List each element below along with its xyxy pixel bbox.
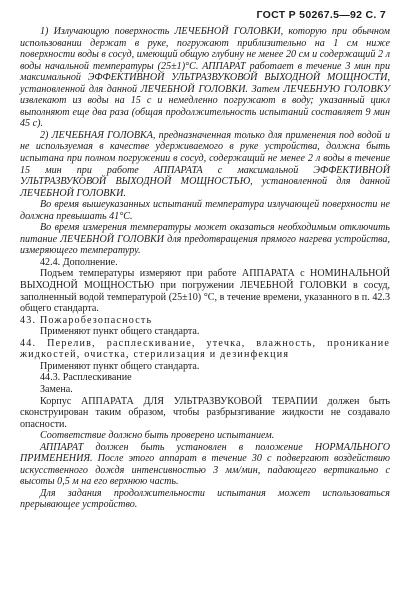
section-heading-43: 43. Пожаробезопасность [20,314,153,326]
paragraph-2: 2) ЛЕЧЕБНАЯ ГОЛОВКА, предназначенная только для применения под водой и не используемая в качестве удерживаемого в руке устройства, должна быть испытана при полном погружении в сосуд, содержащий не менее 2 л воды в течение 15 мин при работе АППАРАТА с максимальной ЭФФЕКТИВНОЙ УЛЬТРАЗВУКОВОЙ ВЫХОДНОЙ МОЩНОСТЬЮ, установленной для данной ЛЕЧЕБНОЙ ГОЛОВКИ. [20,129,390,199]
paragraph-13: Корпус АППАРАТА ДЛЯ УЛЬТРАЗВУКОВОЙ ТЕРАПИИ должен быть сконструирован таким образом, чтобы разбрызгивание жидкости не создавало опасности. [20,395,390,430]
paragraph-10: Применяют пункт общего стандарта. [40,360,200,372]
paragraph-3: Во время вышеуказанных испытаний температура излучающей поверхности не должна превышать 41°С. [20,199,390,222]
paragraph-12: Замена. [40,383,73,395]
page-header: ГОСТ Р 50267.5—92 С. 7 [256,9,386,21]
section-heading-44: 44. Перелив, расплескивание, утечка, влажность, проникание жидкостей, очистка, стерилизация и дезинфекция [20,337,390,361]
paragraph-1: 1) Излучающую поверхность ЛЕЧЕБНОЙ ГОЛОВКИ, которую при обычном использовании держат в руке, погружают приблизительно на 1 см ниже поверхности воды в сосуд, имеющий общую глубину не менее 20 см и содержащий 2 л воды начальной температуры (25±1)°С. АППАРАТ работает в течение 3 мин при максимальной ЭФФЕКТИВНОЙ УЛЬТРАЗВУКОВОЙ ВЫХОДНОЙ МОЩНОСТИ, установленной для данной ЛЕЧЕБНОЙ ГОЛОВКИ. Затем ЛЕЧЕБНУЮ ГОЛОВКУ извлекают из воды на 15 с и немедленно погружают в воду; указанный цикл выполняют еще два раза (общая продолжительность испытаний составляет 9 мин 45 с). [20,26,390,130]
paragraph-14: Соответствие должно быть проверено испытанием. [40,430,275,442]
paragraph-6: Подъем температуры измеряют при работе АППАРАТА с НОМИНАЛЬНОЙ ВЫХОДНОЙ МОЩНОСТЬЮ при погружении ЛЕЧЕБНОЙ ГОЛОВКИ в сосуд, заполненный водой температурой (25±10) °С, в течение времени, указанного в п. 42.3 общего стандарта. [20,268,390,315]
paragraph-11: 44.3. Расплескивание [40,372,132,384]
document-page [12,0,390,600]
paragraph-15: АППАРАТ должен быть установлен в положение НОРМАЛЬНОГО ПРИМЕНЕНИЯ. После этого аппарат в течение 30 с подвергают воздействию искусственного дождя интенсивностью 3 мм/мин, падающего вертикально с высоты 0,5 м на его верхнюю часть. [20,441,390,488]
paragraph-5: 42.4. Дополнение. [40,256,118,268]
paragraph-8: Применяют пункт общего стандарта. [40,326,200,338]
document-body [20,26,390,511]
paragraph-4: Во время измерения температуры может оказаться необходимым отключить питание ЛЕЧЕБНОЙ ГОЛОВКИ для предотвращения прямого нагрева устройства, измеряющего температуру. [20,222,390,257]
paragraph-16: Для задания продолжительности испытания может использоваться прерывающее устройство. [20,487,390,511]
